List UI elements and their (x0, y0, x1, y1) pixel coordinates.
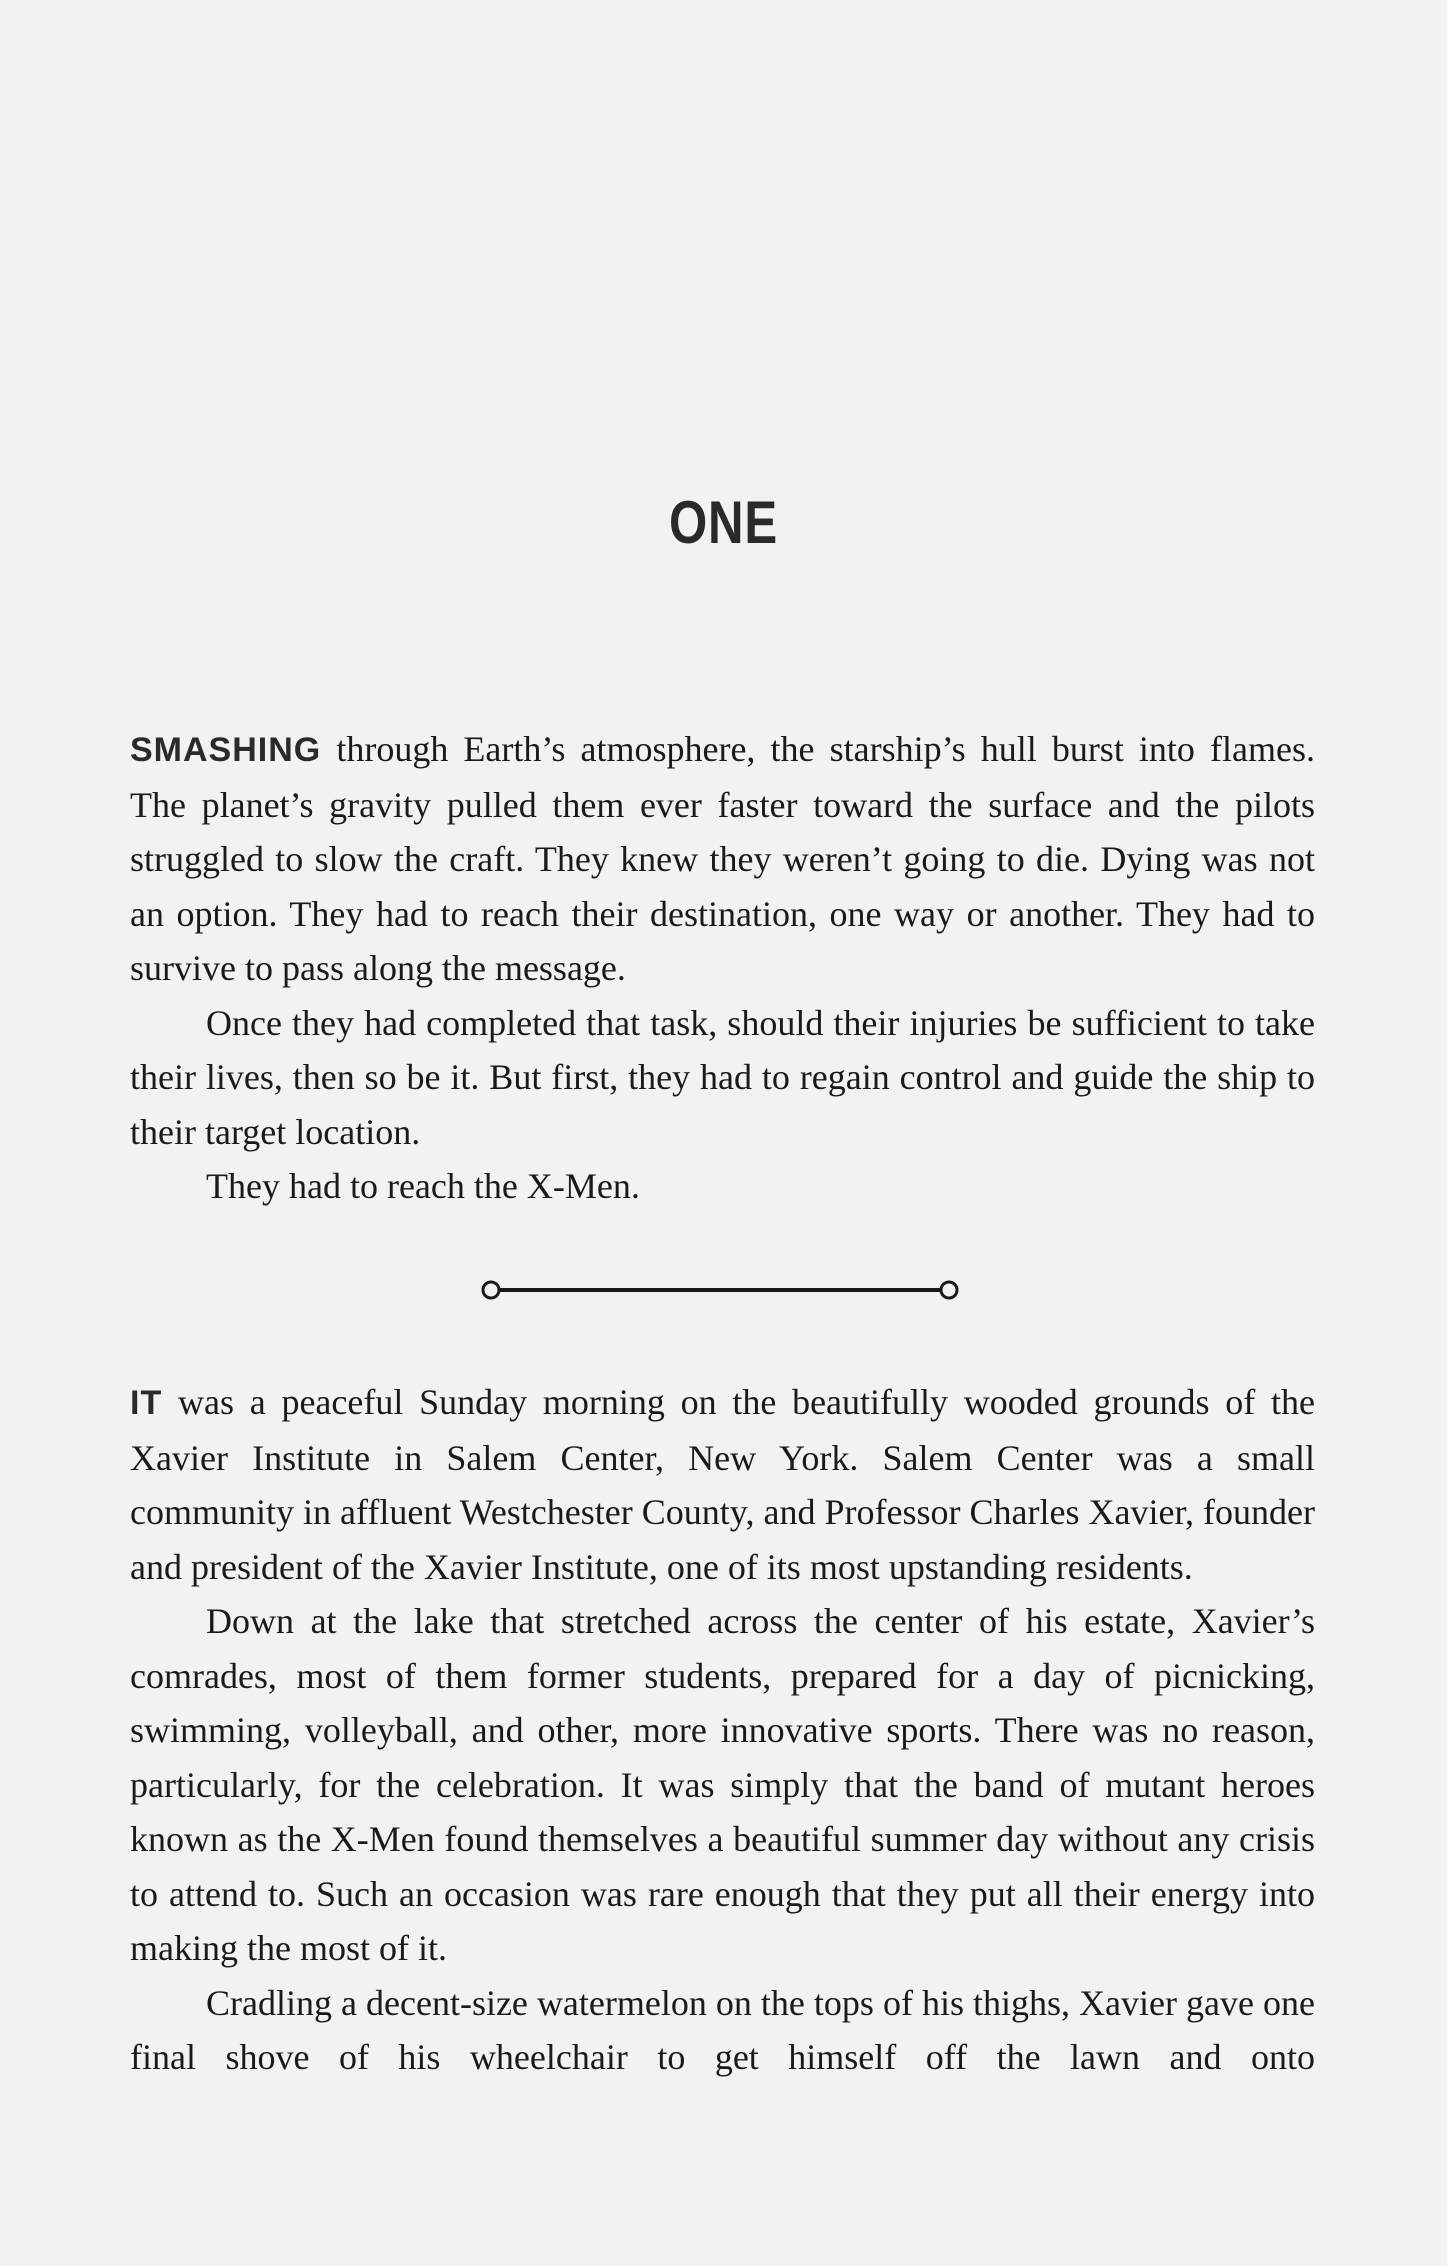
section-one-text (130, 722, 1315, 1214)
paragraph (130, 722, 1315, 996)
paragraph: Once they had completed that task, should their injuries be sufficient to take their lives, then so be it. But first, they had to regain control and guide the ship to their target location. (130, 1002, 1315, 1152)
section-two-text (130, 1375, 1315, 2085)
paragraph (130, 1375, 1315, 1594)
lead-word: SMASHING (130, 731, 322, 769)
paragraph-text: was a peaceful Sunday morning on the beautifully wooded grounds of the Xavier Institute in Salem Center, New York. Salem Center was a small community in affluent Westchester County, and Professor Charles Xavier, founder and president of the Xavier Institute, one of its most upstanding residents. (130, 1382, 1315, 1587)
paragraph: Down at the lake that stretched across the center of his estate, Xavier’s comrades, most of them former students, prepared for a day of picnicking, swimming, volleyball, and other, more innovative sports. There was no reason, particularly, for the celebration. It was simply that the band of mutant heroes known as the X-Men found themselves a beautiful summer day without any crisis to attend to. Such an occasion was rare enough that they put all their energy into making the most of it. (130, 1601, 1315, 1968)
lead-word: IT (130, 1384, 163, 1422)
paragraph: Cradling a decent-size watermelon on the tops of his thighs, Xavier gave one final shove of his wheelchair to get himself off the lawn and onto (130, 1982, 1315, 2077)
paragraph: They had to reach the X-Men. (206, 1166, 640, 1206)
divider-right-dot (941, 1282, 957, 1298)
paragraph-text: through Earth’s atmosphere, the starship’s hull burst into flames. The planet’s gravity pulled them ever faster toward the surface and the pilots struggled to slow the craft. They knew they weren’t going to die. Dying was not an option. They had to reach their destination, one way or another. They had to survive to pass along the message. (130, 729, 1315, 988)
divider-left-dot (483, 1282, 499, 1298)
section-divider (480, 1278, 960, 1302)
chapter-title: ONE (668, 489, 779, 556)
